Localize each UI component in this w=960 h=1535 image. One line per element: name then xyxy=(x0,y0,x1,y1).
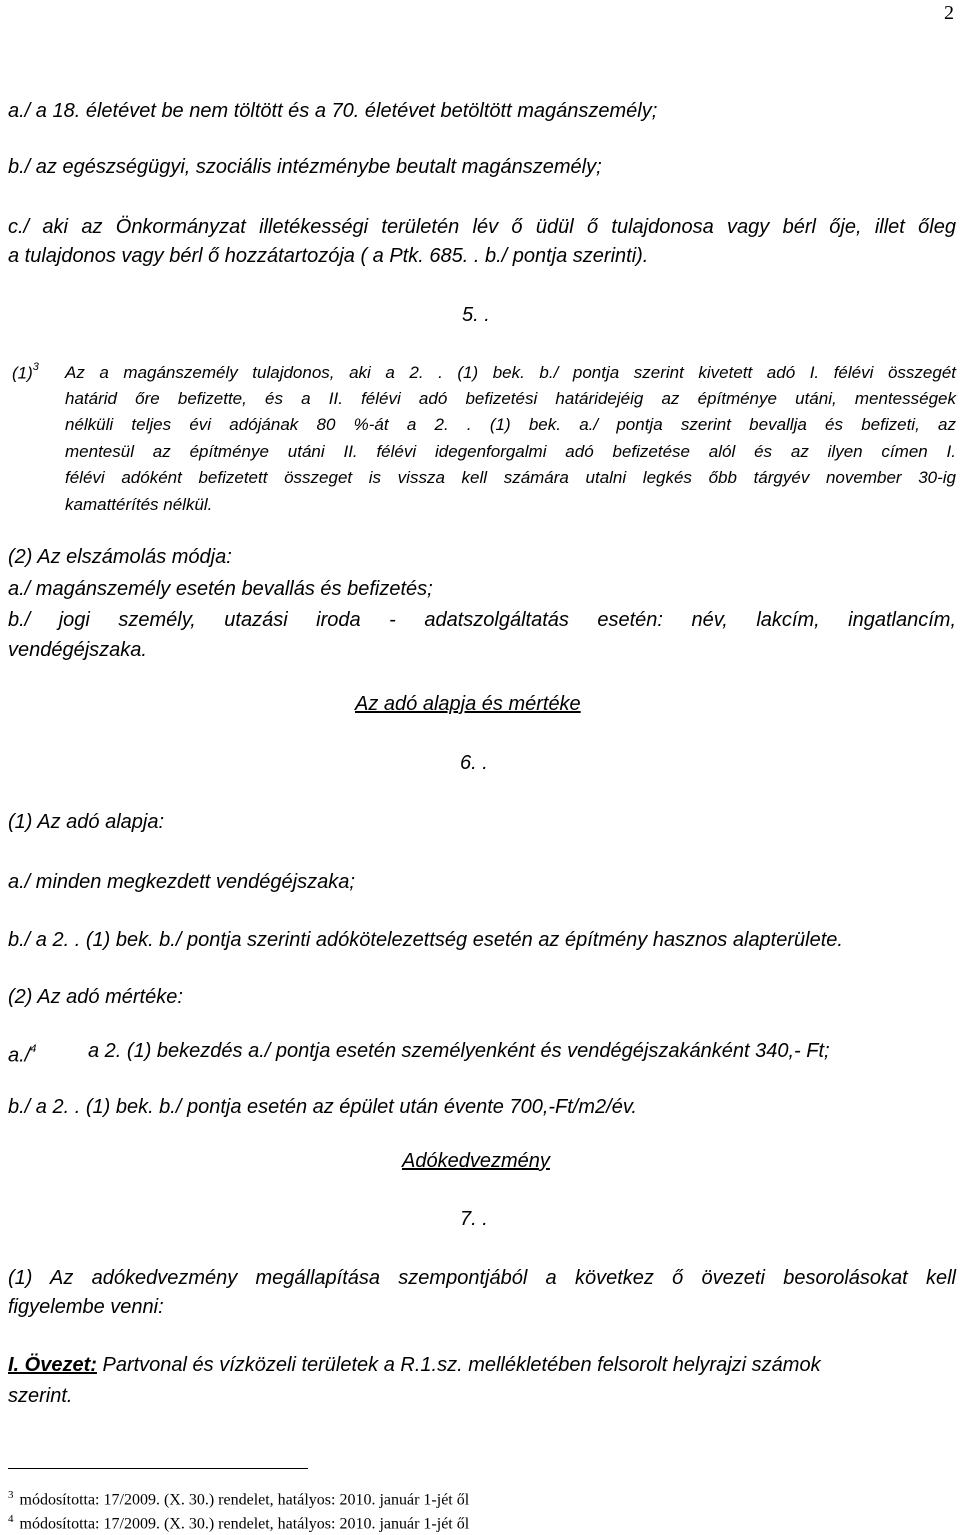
section-7-zone-cont: szerint. xyxy=(8,1385,73,1407)
page-number: 2 xyxy=(944,2,954,24)
footnote-4-text: módosította: 17/2009. (X. 30.) rendelet, hatályos: 2010. január 1-jét ől xyxy=(19,1515,470,1533)
section-7-heading: 7. . xyxy=(460,1208,488,1230)
section-5-para1-line1: Az a magánszemély tulajdonos, aki a 2. . (1) bek. b./ pontja szerint kivetett adó I. félévi összegét xyxy=(65,363,956,382)
section-6-heading: 6. . xyxy=(460,752,488,774)
section-5-para1-line4: mentesül az építménye utáni II. félévi idegenforgalmi adó befizetése alól és az ilyen címen I. xyxy=(65,442,956,461)
footnote-3-text: módosította: 17/2009. (X. 30.) rendelet, hatályos: 2010. január 1-jét ől xyxy=(19,1491,470,1509)
section-5-para1-line6: kamattérítés nélkül. xyxy=(65,495,213,514)
section-7-title: Adókedvezmény xyxy=(402,1150,550,1172)
section-7-p1: (1) Az adókedvezmény megállapítása szempontjából a következ ő övezeti besorolásokat kell xyxy=(8,1267,956,1289)
zone-text: Partvonal és vízközeli területek a R.1.sz. mellékletében felsorolt helyrajzi számok xyxy=(96,1354,821,1376)
footnote-divider xyxy=(8,1468,308,1469)
footnote-3-number: 3 xyxy=(8,1489,14,1501)
section-5-para1-line5: félévi adóként befizetett összeget is vissza kell számára utalni legkés őbb tárgyév november 30-ig xyxy=(65,468,956,487)
list-item-c: c./ aki az Önkormányzat illetékességi területén lév ő üdül ő tulajdonosa vagy bérl ője, illet őleg xyxy=(8,216,956,238)
para1-number: (1) xyxy=(12,363,33,383)
section-6-p1: (1) Az adó alapja: xyxy=(8,811,165,833)
section-6-p1-a: a./ minden megkezdett vendégéjszaka; xyxy=(8,871,355,893)
footnote-ref-3: 3 xyxy=(32,361,39,373)
section-6-p2-b: b./ a 2. . (1) bek. b./ pontja esetén az épület után évente 700,-Ft/m2/év. xyxy=(8,1096,637,1118)
zone-label: I. Övezet: xyxy=(8,1354,97,1376)
section-6-p2-a-label xyxy=(8,1038,36,1069)
footnote-ref-4: 4 xyxy=(30,1043,37,1055)
section-7-zone xyxy=(8,1352,821,1378)
section-5-para1-line2: határid őre befizette, és a II. félévi adó befizetési határidejéig az építménye utáni, mentességek xyxy=(65,389,956,408)
p2-a-prefix: a./ xyxy=(8,1044,31,1067)
list-item-a: a./ a 18. életévet be nem töltött és a 70. életévet betöltött magánszemély; xyxy=(8,100,658,122)
section-6-p1-b: b./ a 2. . (1) bek. b./ pontja szerinti adókötelezettség esetén az építmény hasznos alapterülete. xyxy=(8,929,843,951)
footnote-4 xyxy=(8,1508,469,1535)
section-6-p2-a-text: a 2. (1) bekezdés a./ pontja esetén személyenként és vendégéjszakánként 340,- Ft; xyxy=(88,1040,830,1062)
section-5-heading: 5. . xyxy=(462,304,490,326)
section-5-para2-a: a./ magánszemély esetén bevallás és befizetés; xyxy=(8,578,433,600)
section-6-p2: (2) Az adó mértéke: xyxy=(8,986,183,1008)
footnote-4-number: 4 xyxy=(8,1513,14,1525)
section-6-title: Az adó alapja és mértéke xyxy=(355,693,581,715)
section-5-para2-b-cont: vendégéjszaka. xyxy=(8,639,147,661)
list-item-c-cont: a tulajdonos vagy bérl ő hozzátartozója ( a Ptk. 685. . b./ pontja szerinti). xyxy=(8,245,649,267)
section-5-para2-title: (2) Az elszámolás módja: xyxy=(8,546,232,568)
section-5-para2-b: b./ jogi személy, utazási iroda - adatszolgáltatás esetén: név, lakcím, ingatlancím, xyxy=(8,609,956,631)
list-item-b: b./ az egészségügyi, szociális intézménybe beutalt magánszemély; xyxy=(8,156,602,178)
section-5-para1-line3: nélküli teljes évi adójának 80 %-át a 2. . (1) bek. a./ pontja szerint bevallja és befizeti, az xyxy=(65,415,956,434)
section-7-p1-cont: figyelembe venni: xyxy=(8,1296,164,1318)
section-5-para1-label xyxy=(12,356,39,387)
